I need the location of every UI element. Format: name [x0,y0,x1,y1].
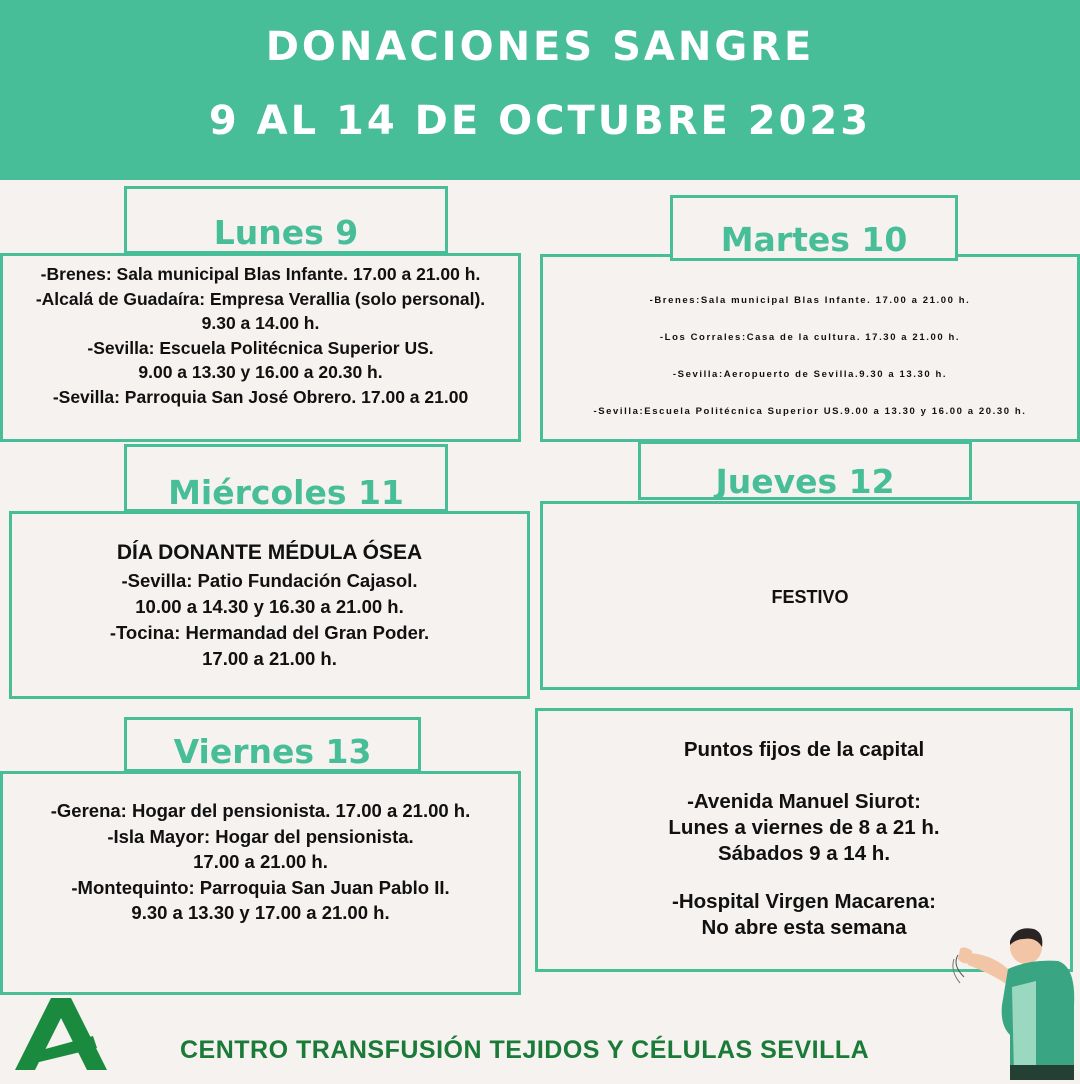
header-banner [0,0,1080,180]
lunes-line-5: 9.00 a 13.30 y 16.00 a 20.30 h. [138,362,383,382]
header-title: DONACIONES SANGRE [265,24,815,70]
viernes-line-3: 17.00 a 21.00 h. [193,851,328,872]
lunes-line-4: -Sevilla: Escuela Politécnica Superior US. [87,337,434,358]
lunes-details [3,262,518,409]
viernes-line-2: -Isla Mayor: Hogar del pensionista. [107,825,414,847]
miercoles-heading: DÍA DONANTE MÉDULA ÓSEA [116,541,423,564]
miercoles-line-3: -Tocina: Hermandad del Gran Poder. [109,622,430,643]
jueves-box [540,501,1080,690]
puntos-fijos-line-2: Lunes a viernes de 8 a 21 h. [668,816,940,839]
puntos-fijos-line-1: -Avenida Manuel Siurot: [687,790,921,813]
puntos-fijos-siurot [538,789,1070,867]
lunes-line-6: -Sevilla: Parroquia San José Obrero. 17.00 a 21.00 [52,386,469,407]
lunes-box [0,253,521,442]
lunes-label [124,186,448,254]
miercoles-line-1: -Sevilla: Patio Fundación Cajasol. [121,570,418,591]
martes-line-3: -Sevilla:Aeropuerto de Sevilla.9.30 a 13.30 h. [672,369,948,380]
puntos-fijos-line-4: -Hospital Virgen Macarena: [672,890,936,913]
martes-line-4: -Sevilla:Escuela Politécnica Superior US.9.00 a 13.30 y 16.00 a 20.30 h. [593,406,1027,417]
jueves-label-text: Jueves 12 [715,462,895,501]
footer-organization: CENTRO TRANSFUSIÓN TEJIDOS Y CÉLULAS SEVILLA [180,1036,870,1064]
puntos-fijos-line-5: No abre esta semana [701,916,907,939]
miercoles-line-2: 10.00 a 14.30 y 16.30 a 21.00 h. [135,596,404,617]
miercoles-label [124,444,448,512]
puntos-fijos-title: Puntos fijos de la capital [683,738,925,761]
jueves-text: FESTIVO [771,587,849,607]
viernes-label-text: Viernes 13 [173,732,372,771]
martes-label [670,195,958,261]
miercoles-label-text: Miércoles 11 [168,473,404,512]
viernes-line-1: -Gerena: Hogar del pensionista. 17.00 a 21.00 h. [50,800,471,821]
lunes-line-2: -Alcalá de Guadaíra: Empresa Verallia (solo personal). [35,288,486,309]
martes-line-2: -Los Corrales:Casa de la cultura. 17.30 a 21.00 h. [659,332,961,343]
jueves-label [638,441,972,500]
viernes-line-5: 9.30 a 13.30 y 17.00 a 21.00 h. [131,902,390,923]
viernes-details [3,798,518,926]
martes-details [543,295,1077,443]
martes-box [540,254,1080,442]
header-dates: 9 AL 14 DE OCTUBRE 2023 [208,98,872,144]
viernes-label [124,717,421,772]
junta-andalucia-logo-icon [15,996,107,1076]
miercoles-box [9,511,530,699]
lunes-label-text: Lunes 9 [213,213,359,252]
viernes-box [0,771,521,995]
martes-label-text: Martes 10 [720,220,908,259]
miercoles-details [12,568,527,672]
miercoles-line-4: 17.00 a 21.00 h. [202,648,337,669]
viernes-line-4: -Montequinto: Parroquia San Juan Pablo II. [71,876,450,898]
lunes-line-3: 9.30 a 14.00 h. [201,313,320,333]
lunes-line-1: -Brenes: Sala municipal Blas Infante. 17.00 a 21.00 h. [40,264,481,284]
person-illustration-icon [950,925,1080,1084]
martes-line-1: -Brenes:Sala municipal Blas Infante. 17.00 a 21.00 h. [649,295,971,306]
puntos-fijos-line-3: Sábados 9 a 14 h. [717,842,891,865]
